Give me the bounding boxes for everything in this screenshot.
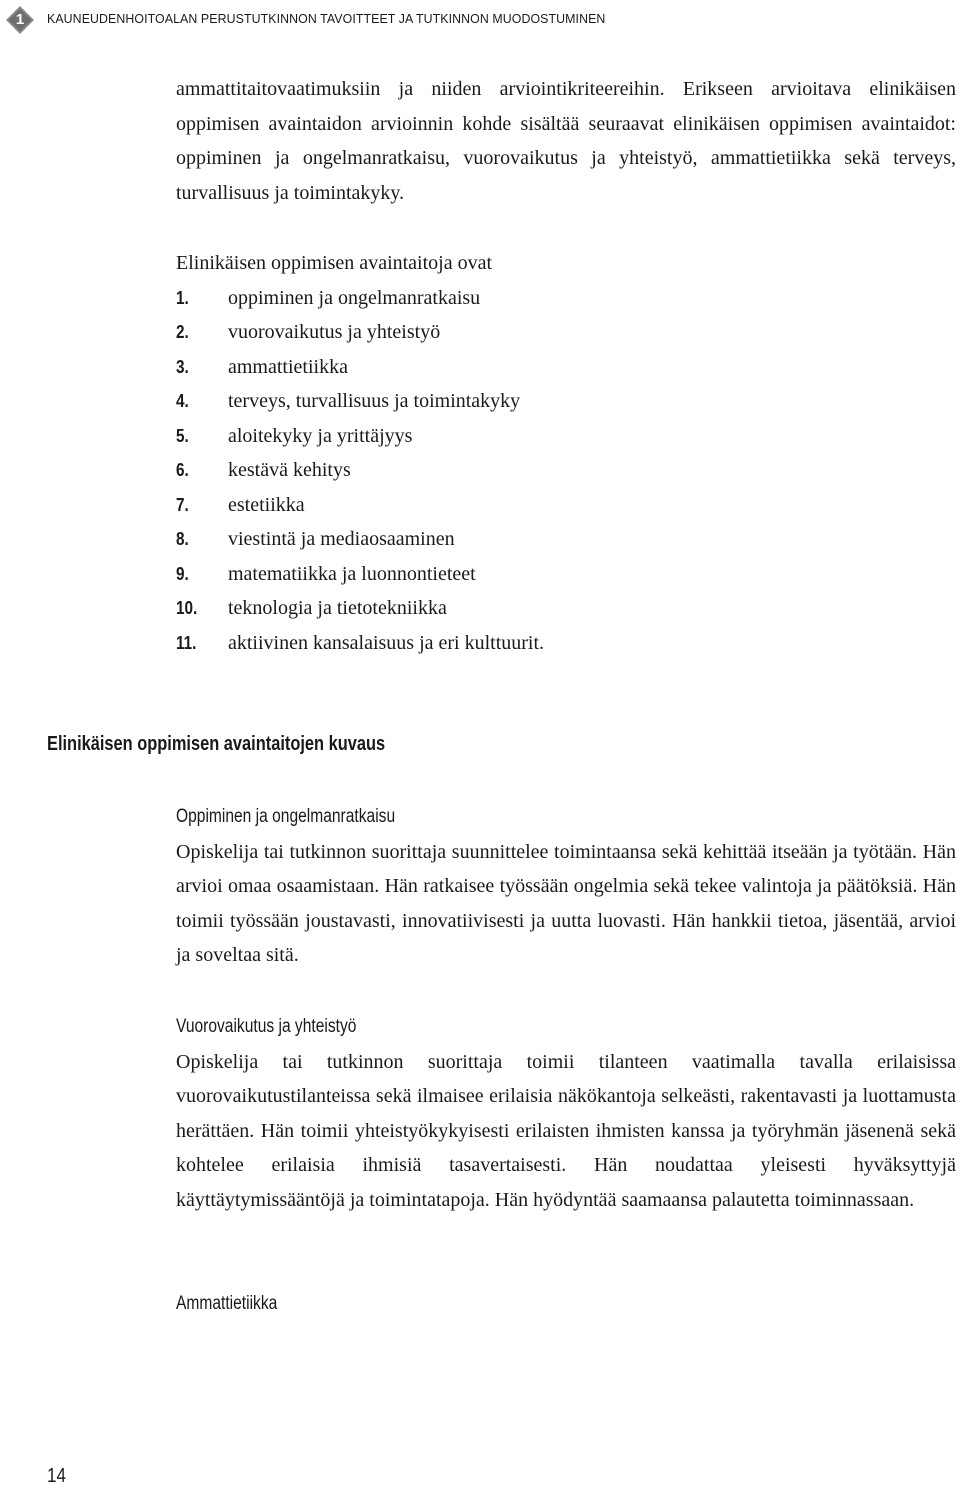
list-item-text: vuorovaikutus ja yhteistyö	[228, 321, 441, 343]
section-heading: Elinikäisen oppimisen avaintaitojen kuvaus	[47, 733, 386, 755]
list-item	[176, 384, 956, 419]
list-item	[176, 281, 956, 316]
list-item-text: teknologia ja tietotekniikka	[228, 597, 447, 619]
list-item-text: kestävä kehitys	[228, 459, 351, 481]
list-item	[176, 488, 956, 523]
list-item-number: 5.	[176, 425, 189, 446]
section-learning-problem-solving	[176, 800, 956, 973]
list-item-number: 8.	[176, 529, 189, 549]
list-item	[176, 626, 956, 661]
list-item-number: 2.	[176, 322, 189, 342]
list-item-text: aktiivinen kansalaisuus ja eri kulttuurit.	[228, 631, 545, 654]
section-interaction-cooperation	[176, 1010, 956, 1217]
list-item-text: oppiminen ja ongelmanratkaisu	[228, 286, 481, 309]
list-item-number: 4.	[176, 391, 189, 411]
subsection-heading: Vuorovaikutus ja yhteistyö	[176, 1016, 357, 1037]
subsection-heading: Ammattietiikka	[176, 1293, 278, 1314]
key-skills-list	[176, 281, 956, 661]
intro-paragraph: ammattitaitovaatimuksiin ja niiden arviointikriteereihin. Erikseen arvioitava elinikäisen oppimisen avaintaidon arvioinnin kohde sisältää seuraavat elinikäisen oppimisen avaintaidot: oppiminen ja ongelmanratkaisu, vuorovaikutus ja yhteistyö, ammattietiikka sekä terveys, turvallisuus ja toimintakyky.	[176, 78, 956, 204]
list-item-number: 3.	[176, 356, 189, 377]
chapter-number: 1	[15, 11, 25, 28]
subsection-paragraph: Opiskelija tai tutkinnon suorittaja suunnittelee toimintaansa sekä kehittää itseään ja työtään. Hän arvioi omaa osaamistaan. Hän ratkaisee työssään ongelmia sekä tekee valintoja ja päätöksiä. Hän toimii työssään joustavasti, innovatiivisesti ja uutta luovasti. Hän hankkii tietoa, jäsentää, arvioi ja soveltaa sitä.	[176, 840, 956, 966]
list-item	[176, 557, 956, 592]
list-item-text: ammattietiikka	[228, 355, 348, 378]
list-item	[176, 591, 956, 626]
list-item-number: 9.	[176, 563, 189, 584]
running-header-title: KAUNEUDENHOITOALAN PERUSTUTKINNON TAVOITTEET JA TUTKINNON MUODOSTUMINEN	[47, 11, 606, 26]
list-item	[176, 419, 956, 454]
list-item-number: 1.	[176, 287, 189, 308]
page-number: 14	[47, 1465, 66, 1487]
section-professional-ethics	[176, 1287, 956, 1322]
list-item-text: aloitekyky ja yrittäjyys	[228, 424, 413, 447]
list-item-text: matematiikka ja luonnontieteet	[228, 562, 476, 585]
list-item	[176, 315, 956, 350]
list-item-text: viestintä ja mediaosaaminen	[228, 528, 455, 550]
list-item-number: 11.	[176, 632, 197, 653]
page-header	[0, 0, 960, 40]
list-intro: Elinikäisen oppimisen avaintaitoja ovat	[176, 252, 493, 274]
list-item-text: estetiikka	[228, 493, 305, 516]
key-skills-list-block	[176, 246, 956, 660]
chapter-badge	[6, 6, 34, 34]
list-item-number: 6.	[176, 460, 189, 480]
list-item-number: 10.	[176, 598, 198, 618]
list-item-number: 7.	[176, 494, 189, 515]
list-item-text: terveys, turvallisuus ja toimintakyky	[228, 390, 521, 412]
list-item	[176, 453, 956, 488]
subsection-heading: Oppiminen ja ongelmanratkaisu	[176, 806, 396, 827]
list-item	[176, 350, 956, 385]
subsection-paragraph: Opiskelija tai tutkinnon suorittaja toimii tilanteen vaatimalla tavalla erilaisissa vuorovaikutustilanteissa sekä ilmaisee erilaisia näkökantoja selkeästi, rakentavasti ja luottamusta herättäen. Hän toimii yhteistyökykyisesti erilaisten ihmisten kanssa ja työryhmän jäsenenä sekä kohtelee erilaisia ihmisiä tasavertaisesti. Hän noudattaa yleisesti hyväksyttyjä käyttäytymissääntöjä ja toimintatapoja. Hän hyödyntää saamaansa palautetta toiminnassaan.	[176, 1050, 956, 1211]
list-item	[176, 522, 956, 557]
